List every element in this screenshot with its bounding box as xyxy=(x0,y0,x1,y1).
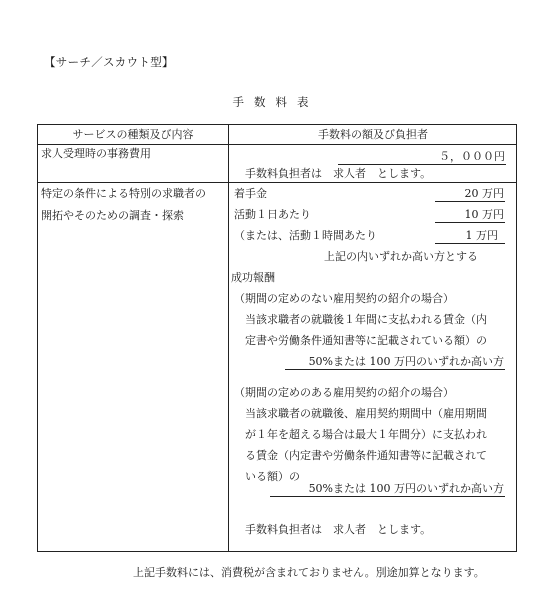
daily-underline xyxy=(435,222,505,223)
header-service: サービスの種類及び内容 xyxy=(72,128,194,141)
daily-value: 10 万円 xyxy=(464,208,504,221)
service-special-search-line1: 特定の条件による特別の求職者の xyxy=(41,187,206,200)
header-divider xyxy=(38,144,516,145)
service-special-search-line2: 開拓やそのための調査・探索 xyxy=(41,209,184,222)
document-heading: 【サーチ／スカウト型】 xyxy=(44,55,174,69)
definite-contract-line2: が１年を超える場合は最大１年間分）に支払われ xyxy=(245,428,487,441)
retainer-value: 20 万円 xyxy=(464,187,504,200)
fee-table xyxy=(37,124,517,552)
header-fee: 手数料の額及び負担者 xyxy=(318,128,428,141)
definite-rate-underline xyxy=(270,496,505,497)
daily-label: 活動１日あたり xyxy=(234,208,311,221)
retainer-underline xyxy=(435,201,505,202)
indefinite-rate-underline xyxy=(285,369,505,370)
indefinite-contract-title: （期間の定めのない雇用契約の紹介の場合） xyxy=(234,292,454,305)
hourly-underline xyxy=(435,243,505,244)
admin-fee-payer: 手数料負担者は 求人者 とします。 xyxy=(245,167,432,180)
special-search-payer: 手数料負担者は 求人者 とします。 xyxy=(245,523,432,536)
hourly-label: （または、活動１時間あたり xyxy=(234,229,377,242)
definite-contract-rate: 50%または 100 万円のいずれか高い方 xyxy=(308,482,504,495)
hourly-value: 1 万円 xyxy=(465,229,498,242)
definite-contract-line1: 当該求職者の就職後、雇用契約期間中（雇用期間 xyxy=(245,407,487,420)
tax-footnote: 上記手数料には、消費税が含まれておりません。別途加算となります。 xyxy=(133,566,485,579)
indefinite-contract-line1: 当該求職者の就職後１年間に支払われる賃金（内 xyxy=(245,313,487,326)
column-divider xyxy=(228,125,229,551)
definite-contract-line3: る賃金（内定書や労働条件通知書等に記載されて xyxy=(245,449,487,462)
service-admin-fee: 求人受理時の事務費用 xyxy=(41,147,151,160)
row-divider xyxy=(38,182,516,183)
higher-of-note: 上記の内いずれか高い方とする xyxy=(324,250,478,263)
admin-fee-underline xyxy=(338,164,506,165)
retainer-label: 着手金 xyxy=(234,187,267,200)
indefinite-contract-rate: 50%または 100 万円のいずれか高い方 xyxy=(308,355,504,368)
indefinite-contract-line2: 定書や労働条件通知書等に記載されている額）の xyxy=(245,334,487,347)
definite-contract-line4: いる額）の xyxy=(245,470,300,483)
page-title: 手数料表 xyxy=(232,95,319,109)
admin-fee-amount: ５，０００円 xyxy=(439,150,505,163)
definite-contract-title: （期間の定めのある雇用契約の紹介の場合） xyxy=(234,386,454,399)
success-fee-label: 成功報酬 xyxy=(231,271,275,284)
